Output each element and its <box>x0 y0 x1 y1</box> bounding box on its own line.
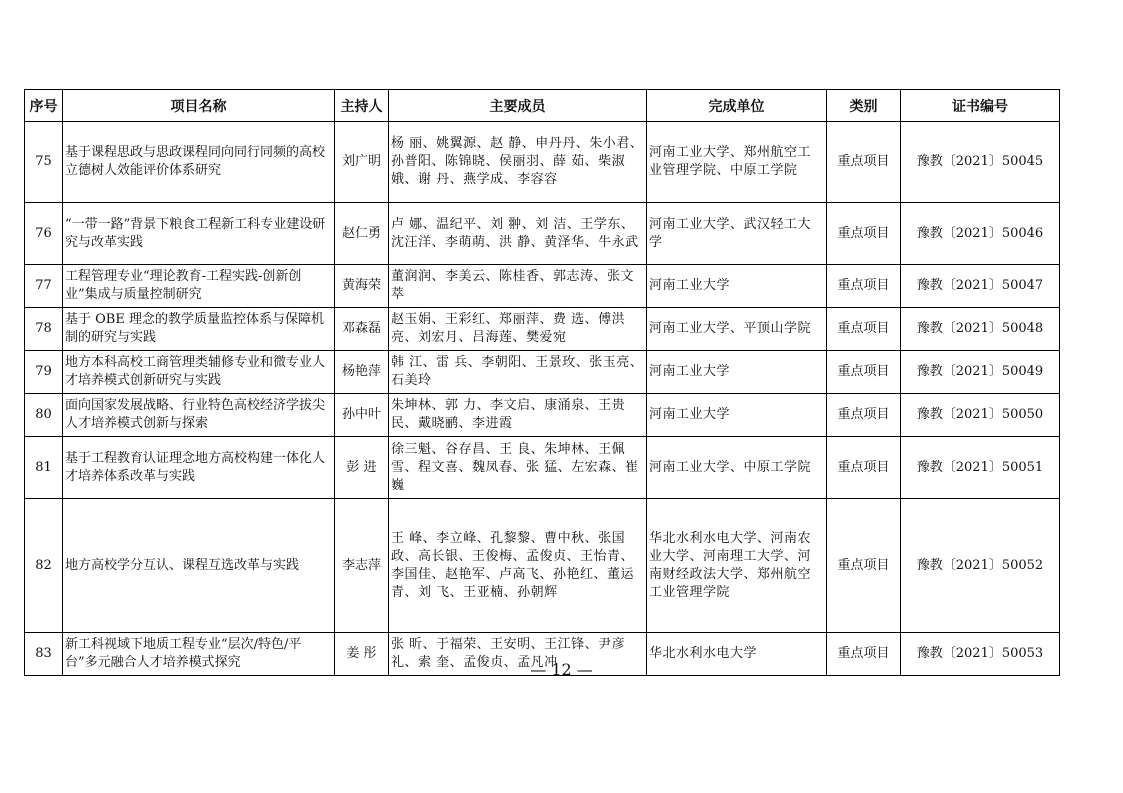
header-project-name: 项目名称 <box>63 90 335 122</box>
cell-category: 重点项目 <box>827 122 901 203</box>
table-body <box>25 122 1060 676</box>
cell-host: 彭 进 <box>335 437 389 499</box>
cell-certificate: 豫教〔2021〕50047 <box>901 265 1060 308</box>
table-row <box>25 308 1060 351</box>
cell-project-name: 新工科视域下地质工程专业“层次/特色/平台”多元融合人才培养模式探究 <box>63 633 335 676</box>
cell-host: 赵仁勇 <box>335 203 389 265</box>
cell-members: 卢 娜、温纪平、刘 翀、刘 洁、王学东、沈汪洋、李萌萌、洪 静、黄泽华、牛永武 <box>389 203 647 265</box>
cell-members: 杨 丽、姚翼源、赵 静、申丹丹、朱小君、孙普阳、陈锦晓、侯丽羽、薛 茹、柴淑娥、谢 丹、燕学成、李容容 <box>389 122 647 203</box>
cell-index: 80 <box>25 394 63 437</box>
header-unit: 完成单位 <box>647 90 827 122</box>
cell-members: 朱坤林、郭 力、李文启、康涌泉、王贵民、戴晓鹂、李进霞 <box>389 394 647 437</box>
cell-host: 刘广明 <box>335 122 389 203</box>
table-row <box>25 437 1060 499</box>
cell-index: 79 <box>25 351 63 394</box>
cell-unit: 河南工业大学、郑州航空工业管理学院、中原工学院 <box>647 122 827 203</box>
cell-unit: 河南工业大学、中原工学院 <box>647 437 827 499</box>
cell-certificate: 豫教〔2021〕50053 <box>901 633 1060 676</box>
cell-index: 77 <box>25 265 63 308</box>
cell-unit: 河南工业大学、武汉轻工大学 <box>647 203 827 265</box>
cell-project-name: 基于课程思政与思政课程同向同行同频的高校立德树人效能评价体系研究 <box>63 122 335 203</box>
cell-host: 黄海荣 <box>335 265 389 308</box>
cell-project-name: 基于 OBE 理念的教学质量监控体系与保障机制的研究与实践 <box>63 308 335 351</box>
table-row <box>25 394 1060 437</box>
cell-certificate: 豫教〔2021〕50051 <box>901 437 1060 499</box>
cell-certificate: 豫教〔2021〕50045 <box>901 122 1060 203</box>
cell-project-name: “一带一路”背景下粮食工程新工科专业建设研究与改革实践 <box>63 203 335 265</box>
cell-index: 76 <box>25 203 63 265</box>
cell-category: 重点项目 <box>827 351 901 394</box>
table-header-row <box>25 90 1060 122</box>
header-members: 主要成员 <box>389 90 647 122</box>
cell-host: 邓森磊 <box>335 308 389 351</box>
cell-certificate: 豫教〔2021〕50046 <box>901 203 1060 265</box>
cell-certificate: 豫教〔2021〕50050 <box>901 394 1060 437</box>
page-number: — 12 — <box>530 660 593 679</box>
cell-index: 75 <box>25 122 63 203</box>
cell-index: 78 <box>25 308 63 351</box>
cell-members: 韩 江、雷 兵、李朝阳、王景玫、张玉亮、石美玲 <box>389 351 647 394</box>
table-row <box>25 122 1060 203</box>
cell-members: 赵玉娟、王彩红、郑丽萍、费 选、傅洪亮、刘宏月、吕海莲、樊爱宛 <box>389 308 647 351</box>
table-row <box>25 203 1060 265</box>
cell-unit: 河南工业大学 <box>647 394 827 437</box>
table-row <box>25 265 1060 308</box>
cell-unit: 河南工业大学 <box>647 265 827 308</box>
cell-unit: 河南工业大学 <box>647 351 827 394</box>
table-row <box>25 499 1060 633</box>
cell-category: 重点项目 <box>827 203 901 265</box>
cell-certificate: 豫教〔2021〕50048 <box>901 308 1060 351</box>
cell-category: 重点项目 <box>827 308 901 351</box>
header-certificate: 证书编号 <box>901 90 1060 122</box>
cell-project-name: 面向国家发展战略、行业特色高校经济学拔尖人才培养模式创新与探索 <box>63 394 335 437</box>
header-index: 序号 <box>25 90 63 122</box>
cell-certificate: 豫教〔2021〕50052 <box>901 499 1060 633</box>
cell-category: 重点项目 <box>827 437 901 499</box>
header-host: 主持人 <box>335 90 389 122</box>
cell-members: 王 峰、李立峰、孔黎黎、曹中秋、张国政、高长银、王俊梅、孟俊贞、王怡青、李国佳、赵艳军、卢高飞、孙艳红、董运青、刘 飞、王亚楠、孙朝辉 <box>389 499 647 633</box>
cell-project-name: 基于工程教育认证理念地方高校构建一体化人才培养体系改革与实践 <box>63 437 335 499</box>
cell-certificate: 豫教〔2021〕50049 <box>901 351 1060 394</box>
cell-host: 李志萍 <box>335 499 389 633</box>
cell-category: 重点项目 <box>827 499 901 633</box>
cell-unit: 河南工业大学、平顶山学院 <box>647 308 827 351</box>
cell-host: 杨艳萍 <box>335 351 389 394</box>
cell-unit: 华北水利水电大学、河南农业大学、河南理工大学、河南财经政法大学、郑州航空工业管理学院 <box>647 499 827 633</box>
cell-index: 83 <box>25 633 63 676</box>
cell-project-name: 地方高校学分互认、课程互选改革与实践 <box>63 499 335 633</box>
cell-category: 重点项目 <box>827 265 901 308</box>
cell-host: 孙中叶 <box>335 394 389 437</box>
cell-index: 81 <box>25 437 63 499</box>
cell-members: 张 昕、于福荣、王安明、王江锋、尹彦礼、索 奎、孟俊贞、孟凡冲 <box>389 633 647 676</box>
cell-unit: 华北水利水电大学 <box>647 633 827 676</box>
header-category: 类别 <box>827 90 901 122</box>
cell-members: 董润润、李美云、陈桂香、郭志涛、张文萃 <box>389 265 647 308</box>
cell-category: 重点项目 <box>827 394 901 437</box>
cell-project-name: 工程管理专业“理论教育-工程实践-创新创业”集成与质量控制研究 <box>63 265 335 308</box>
project-table <box>24 89 1060 676</box>
table-row <box>25 351 1060 394</box>
cell-category: 重点项目 <box>827 633 901 676</box>
cell-index: 82 <box>25 499 63 633</box>
cell-project-name: 地方本科高校工商管理类辅修专业和微专业人才培养模式创新研究与实践 <box>63 351 335 394</box>
cell-host: 姜 彤 <box>335 633 389 676</box>
cell-members: 徐三魁、谷存昌、王 良、朱坤林、王佩雪、程文喜、魏凤春、张 猛、左宏森、崔 巍 <box>389 437 647 499</box>
